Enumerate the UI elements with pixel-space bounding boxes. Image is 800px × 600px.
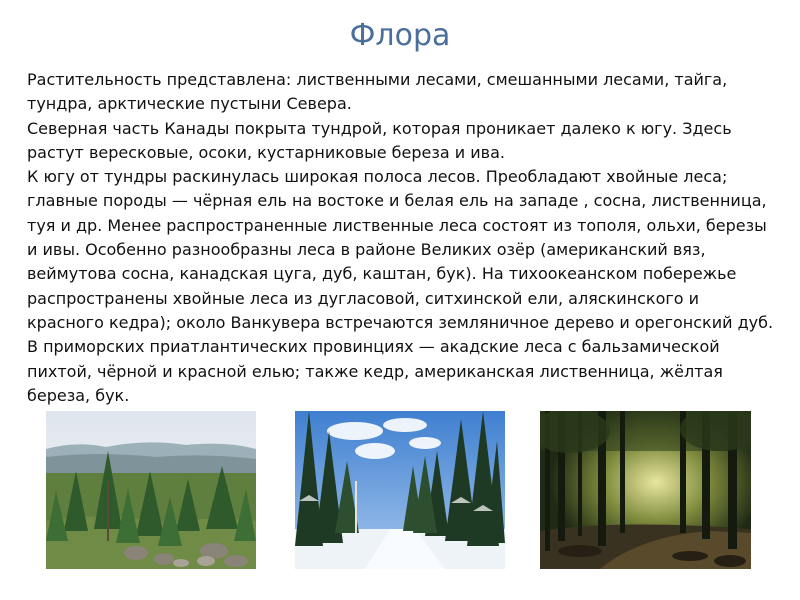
body-text [27, 68, 777, 408]
dark-forest-photo [540, 411, 751, 569]
paragraph-forests: К югу от тундры раскинулась широкая полоса лесов. Преобладают хвойные леса; главные породы — чёрная ель на востоке и белая ель на западе , сосна, лиственница, туя и др. Менее распространенные лиственные леса состоят из тополя, ольхи, березы и ивы. Особенно разнообразны леса в районе Великих озёр (американский вяз, веймутова сосна, канадская цуга, дуб, каштан, бук). На тихоокеанском побережье распространены хвойные леса из дугласовой, ситхинской ели, аляскинского и красного кедра); около Ванкувера встречаются земляничное дерево и орегонский дуб. В приморских приатлантических провинциях — акадские леса с бальзамической пихтой, чёрной и красной елью; также кедр, американская лиственница, жёлтая береза, бук. [27, 167, 774, 405]
paragraph-tundra: Северная часть Канады покрыта тундрой, которая проникает далеко к югу. Здесь растут вересковые, осоки, кустарниковые береза и ива. [27, 118, 732, 162]
snowy-forest-photo [295, 411, 505, 569]
slide-title: Флора [349, 18, 451, 53]
paragraph-vegetation: Растительность представлена: лиственными лесами, смешанными лесами, тайга, тундра, арктические пустыни Севера. [27, 70, 728, 114]
larch-forest-photo [46, 411, 256, 569]
